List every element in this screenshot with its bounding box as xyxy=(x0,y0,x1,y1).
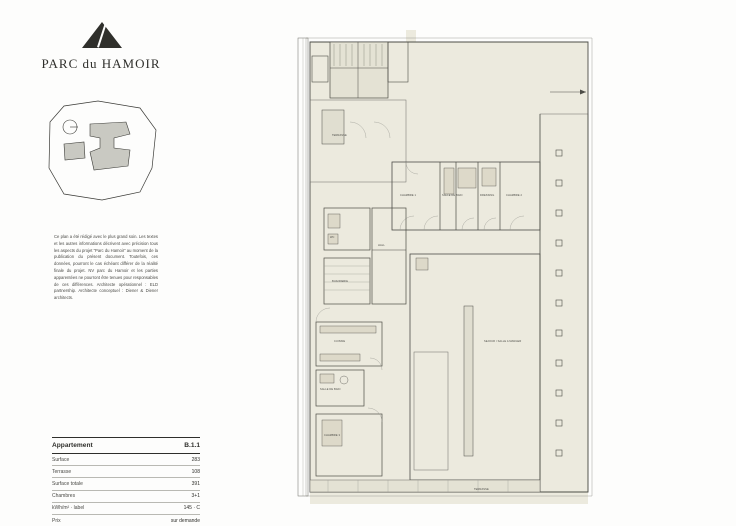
brand-block xyxy=(26,22,176,82)
site-key-plan xyxy=(44,96,162,206)
spec-value: 108 xyxy=(191,468,200,475)
table-row xyxy=(52,478,200,489)
spec-value: 3+1 xyxy=(191,493,200,500)
table-row xyxy=(52,466,200,477)
triangle-mark-icon xyxy=(82,22,122,52)
room-label-terrasse-nord: TERRASSE xyxy=(332,134,347,137)
spec-value: 391 xyxy=(191,480,200,487)
spec-title: Appartement xyxy=(52,442,93,449)
room-label-hall: HALL xyxy=(378,244,385,247)
brand-name: PARC du HAMOIR xyxy=(41,56,161,71)
room-label-salle-de-bain-2: SALLE DE BAIN xyxy=(320,388,341,391)
room-label-sejour: SEJOUR / SALLE A MANGER xyxy=(484,340,522,343)
room-label-chambre-1: CHAMBRE 1 xyxy=(400,194,417,197)
spec-label: Surface xyxy=(52,456,70,463)
spec-table xyxy=(52,437,200,526)
room-label-salle-de-bain-1: SALLE DE BAIN xyxy=(442,194,463,197)
room-label-buanderie: BUANDERIE xyxy=(332,280,349,283)
spec-value: 145 · C xyxy=(183,505,200,512)
spec-label: Terrasse xyxy=(52,468,72,475)
room-label-chambre-3: CHAMBRE 3 xyxy=(324,434,341,437)
spec-header xyxy=(52,438,200,453)
disclaimer-text: Ce plan a été rédigé avec le plus grand soin. Les textes et les autres informations décrivent avec précision tous les aspects du projet “Parc du Hamoir” au moment de la publication du présent document. Toutefois, ces données, pourront le cas échéant différer de la réalité finale du projet. NV parc du Hamoir et les parties apparentées ne pourront être tenues pour responsables de ces différences. Architecte opérationnel : ELD partnership. Architecte conceptuel : Diener & Diener architects. xyxy=(54,234,158,301)
room-label-chambre-2: CHAMBRE 2 xyxy=(506,194,523,197)
spec-code: B.1.1 xyxy=(184,442,200,449)
spec-value: 283 xyxy=(191,456,200,463)
spec-value: sur demande xyxy=(170,517,200,524)
spec-label: Surface totale xyxy=(52,480,83,487)
table-row xyxy=(52,491,200,502)
room-label-wc: WC xyxy=(330,236,335,239)
table-row xyxy=(52,515,200,526)
room-label-terrasse-sud: TERRASSE xyxy=(474,488,489,491)
room-label-dressing: DRESSING xyxy=(480,194,495,197)
spec-label: Prix xyxy=(52,517,61,524)
apartment-floor-plan xyxy=(288,22,708,504)
table-row xyxy=(52,503,200,514)
spec-label: kWh/m² · label xyxy=(52,505,85,512)
spec-label: Chambres xyxy=(52,493,76,500)
table-row xyxy=(52,454,200,465)
room-label-cuisine: CUISINE xyxy=(334,340,346,343)
left-column xyxy=(26,22,200,524)
